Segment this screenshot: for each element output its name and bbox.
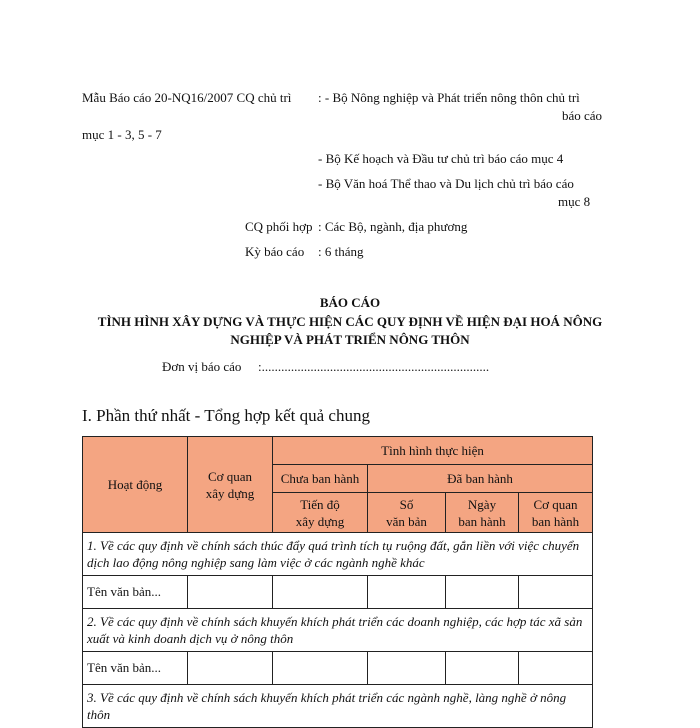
results-table [82, 436, 593, 728]
plan-ministry-text: - Bộ Kế hoạch và Đầu tư chủ trì báo cáo mục 4 [318, 151, 564, 166]
group-row-2: 2. Về các quy định về chính sách khuyến khích phát triển các doanh nghiệp, các hợp tác xã sản xuất và kinh doanh dịch vụ ở nông thôn [83, 609, 593, 652]
col-header-doc-number: Số văn bản [368, 493, 446, 533]
culture-ministry-text-cont: mục 8 [558, 194, 591, 209]
group-row-1: 1. Về các quy định về chính sách thúc đẩy quá trình tích tụ ruộng đất, gắn liền với việc chuyển dịch lao động nông nghiệp sang làm việc ở các ngành nghề khác [83, 533, 593, 576]
lead-agency-text: : - Bộ Nông nghiệp và Phát triển nông thôn chủ trì [318, 90, 580, 105]
table-cell[interactable] [273, 576, 368, 609]
lead-agency-text-cont: báo cáo [562, 108, 603, 123]
table-cell[interactable] [446, 576, 519, 609]
title-line-1: BÁO CÁO [319, 295, 381, 310]
lead-agency-items: mục 1 - 3, 5 - 7 [82, 127, 162, 142]
title-line-2: TÌNH HÌNH XÂY DỰNG VÀ THỰC HIỆN CÁC QUY ĐỊNH VỀ HIỆN ĐẠI HOÁ NÔNG [97, 314, 603, 329]
report-period-value: : 6 tháng [318, 244, 364, 259]
title-line-3: NGHIỆP VÀ PHÁT TRIỂN NÔNG THÔN [230, 332, 470, 347]
table-cell[interactable] [368, 576, 446, 609]
col-header-activity: Hoạt động [83, 437, 188, 533]
table-cell[interactable] [368, 652, 446, 685]
coop-agency-value: : Các Bộ, ngành, địa phương [318, 219, 468, 234]
col-header-progress: Tiến độ xây dựng [273, 493, 368, 533]
table-cell[interactable] [446, 652, 519, 685]
col-header-issued: Đã ban hành [368, 465, 593, 493]
table-cell[interactable] [519, 652, 593, 685]
col-header-not-issued: Chưa ban hành [273, 465, 368, 493]
table-row-label: Tên văn bản... [83, 576, 188, 609]
report-period-label: Kỳ báo cáo [245, 244, 305, 259]
coop-agency-label: CQ phối hợp [245, 219, 313, 234]
col-header-status: Tình hình thực hiện [273, 437, 593, 465]
reporting-unit-field[interactable]: :...................................................................... [258, 359, 490, 374]
col-header-issue-date: Ngày ban hành [446, 493, 519, 533]
table-row-label: Tên văn bản... [83, 652, 188, 685]
reporting-unit-label: Đơn vị báo cáo [162, 359, 242, 374]
group-row-3: 3. Về các quy định về chính sách khuyến khích phát triển các ngành nghề, làng nghề ở nông thôn [83, 685, 593, 728]
table-cell[interactable] [188, 652, 273, 685]
col-header-issuer: Cơ quan ban hành [519, 493, 593, 533]
table-cell[interactable] [519, 576, 593, 609]
col-header-agency: Cơ quan xây dựng [188, 437, 273, 533]
form-code-text: Mẫu Báo cáo 20-NQ16/2007 CQ chủ trì [82, 90, 292, 105]
table-cell[interactable] [188, 576, 273, 609]
section-heading: I. Phần thứ nhất - Tổng hợp kết quả chung [82, 406, 370, 425]
table-cell[interactable] [273, 652, 368, 685]
culture-ministry-text: - Bộ Văn hoá Thể thao và Du lịch chủ trì báo cáo [318, 176, 574, 191]
